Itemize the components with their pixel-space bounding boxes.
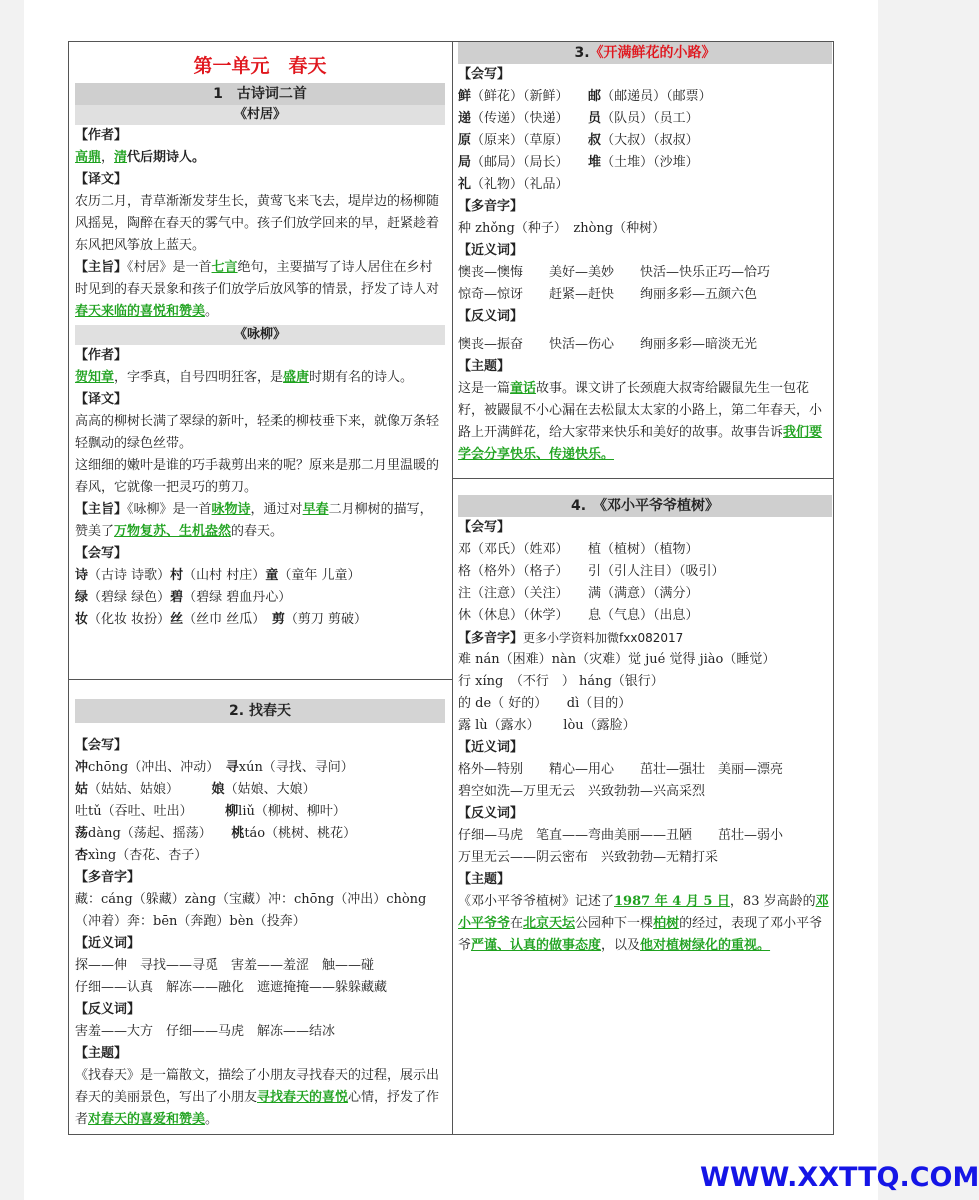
lesson-3-syn-2: 惊奇—惊讶 赶紧—赶快 绚丽多彩—五颜六色 — [458, 287, 758, 302]
lesson-4-ant-2: 万里无云——阴云密布 兴致勃勃—无精打采 — [458, 850, 719, 865]
lesson-4-title: 4. 《邓小平爷爷植树》 — [458, 495, 832, 517]
lesson-4-syn-2: 碧空如洗—万里无云 兴致勃勃—兴高采烈 — [458, 784, 706, 799]
lesson-2-write-heading: 【会写】 — [75, 738, 128, 753]
column-divider — [452, 41, 453, 1135]
lesson-3-write-row: 原（原来）（草原） 叔（大叔）（叔叔） — [458, 133, 699, 148]
lesson-2-poly-2: （冲着）奔：bēn（奔跑）bèn（投奔） — [75, 914, 306, 929]
cunju-author-heading: 【作者】 — [75, 128, 128, 143]
lesson-3-syn-heading: 【近义词】 — [458, 243, 524, 258]
lesson-3-section — [458, 42, 832, 466]
lesson-4-syn-heading: 【近义词】 — [458, 740, 524, 755]
lesson-3-title: 3.《开满鲜花的小路》 — [458, 42, 832, 64]
yongliu-write-row: 绿（碧绿 绿色）碧（碧绿 碧血丹心） — [75, 590, 292, 605]
lesson-4-syn-1: 格外—特别 精心—用心 茁壮—强壮 美丽—漂亮 — [458, 762, 784, 777]
lesson-4-write-2: 格（格外）（格子） 引（引人注目）（吸引） — [458, 564, 725, 579]
unit-title: 第一单元 春天 — [193, 55, 327, 77]
yongliu-write-heading: 【会写】 — [75, 546, 128, 561]
poly-note: 更多小学资料加微fxx082017 — [523, 631, 684, 645]
cunju-theme: 【主旨】《村居》是一首七言绝句，主要描写了诗人居住在乡村时见到的春天景象和孩子们放学后放风筝的情景，抒发了诗人对春天来临的喜悦和赞美。 — [75, 260, 440, 319]
yongliu-translation-heading: 【译文】 — [75, 392, 128, 407]
lesson-3-poly-heading: 【多音字】 — [458, 199, 524, 214]
lesson-2-section — [75, 699, 445, 1131]
lesson-4-theme-heading: 【主题】 — [458, 872, 511, 887]
lesson-4-write-1: 邓（邓氏）（姓邓） 植（植树）（植物） — [458, 542, 699, 557]
lesson-2-write-row: 杏xìng（杏花、杏子） — [75, 848, 208, 863]
lesson-2-write-row: 姑（姑姑、姑娘） 娘（姑娘、大娘） — [75, 782, 316, 797]
yongliu-author: 贺知章，字季真，自号四明狂客，是盛唐时期有名的诗人。 — [75, 370, 414, 385]
lesson-3-write-row: 局（邮局）（局长） 堆（土堆）（沙堆） — [458, 155, 699, 170]
lesson-3-theme-heading: 【主题】 — [458, 359, 511, 374]
lesson-4-ant-1: 仔细—马虎 笔直——弯曲美丽——丑陋 茁壮—弱小 — [458, 828, 784, 843]
lesson-2-ant-1: 害羞——大方 仔细——马虎 解冻——结冰 — [75, 1024, 336, 1039]
lesson-2-syn-2: 仔细——认真 解冻——融化 遮遮掩掩——躲躲藏藏 — [75, 980, 388, 995]
lesson-3-ant-heading: 【反义词】 — [458, 309, 524, 324]
site-watermark: WWW.XXTTQ.COM — [700, 1162, 979, 1193]
lesson-2-write-row: 吐tǔ（吞吐、吐出） 柳liǔ（柳树、柳叶） — [75, 804, 346, 819]
cunju-translation: 农历二月，青草渐渐发芽生长，黄莺飞来飞去，堤岸边的杨柳随风摇晃，陶醉在春天的雾气中。孩子们放学回来的早，赶紧趁着东风把风筝放上蓝天。 — [75, 194, 440, 253]
lesson-2-syn-heading: 【近义词】 — [75, 936, 141, 951]
lesson-4-section — [458, 495, 832, 957]
lesson-2-poly-1: 藏：cáng（躲藏）zàng（宝藏）冲：chōng（冲出）chòng — [75, 892, 427, 907]
lesson-1-heading: 1 古诗词二首 — [75, 83, 445, 105]
left-column — [75, 49, 445, 631]
lesson-4-write-3: 注（注意）（关注） 满（满意）（满分） — [458, 586, 699, 601]
section-divider-right — [452, 478, 834, 479]
cunju-translation-heading: 【译文】 — [75, 172, 128, 187]
lesson-2-ant-heading: 【反义词】 — [75, 1002, 141, 1017]
lesson-2-write-row: 冲chōng（冲出、冲动） 寻xún（寻找、寻问） — [75, 760, 354, 775]
lesson-2-title: 2. 找春天 — [75, 699, 445, 723]
lesson-4-poly-1: 难 nán（困难）nàn（灾难）觉 jué 觉得 jiào（睡觉） — [458, 652, 776, 667]
yongliu-author-heading: 【作者】 — [75, 348, 128, 363]
yongliu-translation-1: 高高的柳树长满了翠绿的新叶，轻柔的柳枝垂下来，就像万条轻轻飘动的绿色丝带。 — [75, 414, 440, 451]
lesson-3-syn-1: 懊丧—懊悔 美好—美妙 快活—快乐正巧—恰巧 — [458, 265, 771, 280]
lesson-3-ant-1: 懊丧—振奋 快活—伤心 绚丽多彩—暗淡无光 — [458, 337, 758, 352]
yongliu-theme: 【主旨】《咏柳》是一首咏物诗，通过对早春二月柳树的描写，赞美了万物复苏、生机盎然的春天。 — [75, 502, 433, 539]
yongliu-translation-2: 这细细的嫩叶是谁的巧手裁剪出来的呢？原来是那二月里温暖的春风，它就像一把灵巧的剪刀。 — [75, 458, 440, 495]
cunju-author: 高鼎，清代后期诗人。 — [75, 150, 206, 165]
lesson-2-syn-1: 探——伸 寻找——寻觅 害羞——羞涩 触——碰 — [75, 958, 375, 973]
yongliu-write-row: 妆（化妆 妆扮）丝（丝巾 丝瓜） 剪（剪刀 剪破） — [75, 612, 367, 627]
lesson-3-write-row: 礼（礼物）（礼品） — [458, 177, 569, 192]
section-divider-left — [68, 679, 453, 680]
lesson-3-theme: 这是一篇童话故事。课文讲了长颈鹿大叔寄给鼹鼠先生一包花籽，被鼹鼠不小心漏在去松鼠太太家的小路上，第二年春天，小路上开满鲜花，给大家带来快乐和美好的故事。故事告诉我们要学会分享快乐、传递快乐。 — [458, 381, 823, 462]
lesson-3-write-row: 鲜（鲜花）（新鲜） 邮（邮递员）（邮票） — [458, 89, 712, 104]
lesson-4-write-4: 休（休息）（休学） 息（气息）（出息） — [458, 608, 699, 623]
lesson-3-write-row: 递（传递）（快递） 员（队员）（员工） — [458, 111, 699, 126]
lesson-2-theme-heading: 【主题】 — [75, 1046, 128, 1061]
lesson-4-write-heading: 【会写】 — [458, 520, 511, 535]
lesson-4-poly-4: 露 lù（露水） lòu（露脸） — [458, 718, 636, 733]
lesson-4-poly-2: 行 xíng （不行 ） háng（银行） — [458, 674, 664, 689]
lesson-4-poly-3: 的 de（ 好的） dì（目的） — [458, 696, 632, 711]
lesson-4-ant-heading: 【反义词】 — [458, 806, 524, 821]
lesson-3-poly-1: 种 zhǒng（种子） zhòng（种树） — [458, 221, 666, 236]
lesson-2-write-row: 荡dàng（荡起、摇荡） 桃táo（桃树、桃花） — [75, 826, 357, 841]
lesson-4-theme: 《邓小平爷爷植树》记述了1987 年 4 月 5 日，83 岁高龄的邓小平爷爷在北京天坛公园种下一棵柏树的经过，表现了邓小平爷爷严谨、认真的做事态度，以及他对植树绿化的重视。 — [458, 894, 829, 953]
lesson-3-write-heading: 【会写】 — [458, 67, 511, 82]
lesson-2-theme: 《找春天》是一篇散文，描绘了小朋友寻找春天的过程，展示出春天的美丽景色，写出了小朋友寻找春天的喜悦心情，抒发了作者对春天的喜爱和赞美。 — [75, 1068, 440, 1127]
poem-yongliu-title: 《咏柳》 — [75, 325, 445, 345]
yongliu-write-row: 诗（古诗 诗歌）村（山村 村庄）童（童年 儿童） — [75, 568, 361, 583]
lesson-4-poly-heading-row: 【多音字】更多小学资料加微fxx082017 — [458, 631, 684, 646]
poem-cunju-title: 《村居》 — [75, 105, 445, 125]
lesson-2-poly-heading: 【多音字】 — [75, 870, 141, 885]
